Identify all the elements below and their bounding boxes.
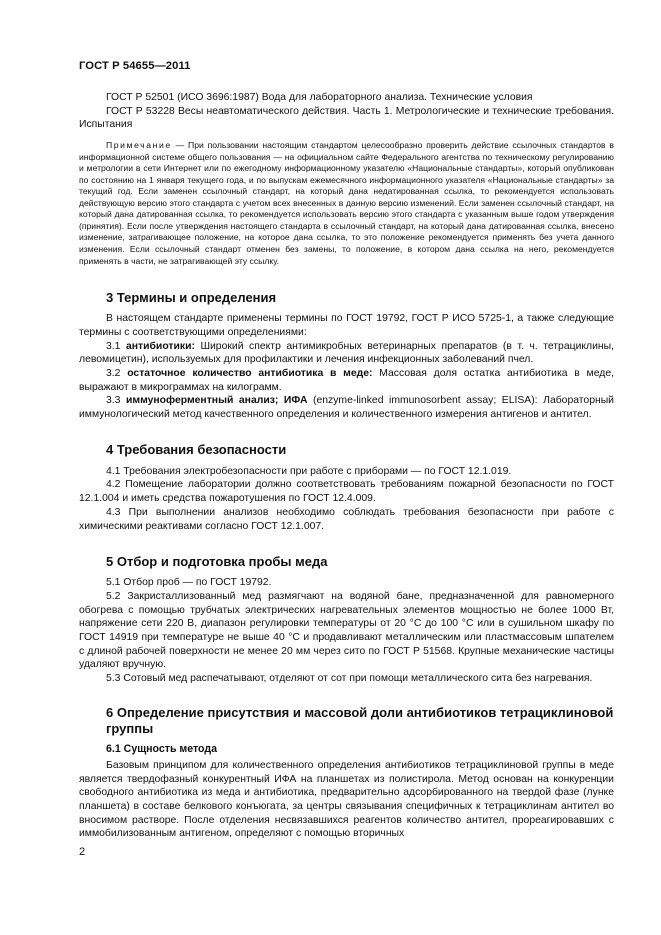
section-heading: 6 Определение присутствия и массовой доли антибиотиков тетрациклиновой группы bbox=[106, 704, 614, 736]
section-heading: 5 Отбор и подготовка пробы меда bbox=[106, 554, 328, 570]
term-definition bbox=[79, 367, 614, 394]
section-intro: В настоящем стандарте применены термины по ГОСТ 19792, ГОСТ Р ИСО 5725-1, а также следующие термины с соответствующими определениями: bbox=[79, 313, 614, 338]
term-definition bbox=[79, 340, 614, 367]
term-text: (enzyme-linked immunosorbent assay; ELISA): Лабораторный иммунологический метод качественного определения и количественного измерения антигенов и антител. bbox=[79, 395, 614, 421]
term-definition bbox=[79, 394, 614, 421]
note-text: — При пользовании настоящим стандартом целесообразно проверить действие ссылочных стандартов в информационной системе общего пользования — на официальном сайте Федерального агентства по техническому регулированию и метрологии в сети Интернет или по ежегодному информационному указателю «Национальные стандарты», который опубликован по состоянию на 1 января текущего года, и по выпускам ежемесячного информационного указателя «Национальные стандарты» за текущий год. Если заменен ссылочный стандарт, на который дана недатированная ссылка, то рекомендуется использовать действующую версию этого стандарта с учетом всех внесенных в данную версию изменений. Если заменен ссылочный стандарт, на который дана датированная ссылка, то рекомендуется использовать версию этого стандарта с указанным выше годом утверждения (принятия). Если после утверждения настоящего стандарта в ссылочный стандарт, на который дана датированная ссылка, внесено изменение, затрагивающее положение, на которое дана ссылка, то это положение рекомендуется применять без учета данного изменения. Если ссылочный стандарт отменен без замены, то положение, в котором дана ссылка на него, рекомендуется применять в части, не затрагивающей эту ссылку. bbox=[79, 140, 614, 266]
term-text: Массовая доля остатка антибиотика в меде, выражают в микрограммах на килограмм. bbox=[79, 367, 614, 393]
clause: 5.3 Сотовый мед распечатывают, отделяют от сот при помощи металлического сита без нагревания. bbox=[106, 673, 593, 685]
note-paragraph bbox=[79, 140, 614, 267]
clause: Базовым принципом для количественного определения антибиотиков тетрациклиновой группы в меде является твердофазный конкурентный ИФА на планшетах из полистирола. Метод основан на конкуренции свободного антибиотика из меда и антибиотика, предварительно адсорбированного на твердой фазе (лунке планшета) в составе белкового конъюгата, за центры связывания специфичных к тетрациклинам антител во вносимом растворе. После отделения несвязавшихся реагентов количество антител, прореагировавших с иммобилизованным антигеном, определяют с помощью вторичных bbox=[79, 759, 614, 840]
clause: 5.1 Отбор проб — по ГОСТ 19792. bbox=[106, 577, 272, 589]
term-number: 3.3 bbox=[106, 395, 126, 407]
clause: 5.2 Закристаллизованный мед размягчают на водяной бане, предназначенной для равномерного обогрева с помощью трубчатых электрических нагревательных элементов мощностью не более 1000 Вт, напряжение сети 220 В, диапазон регулировки температуры от 20 °С до 100 °С или в сушильном шкафу по ГОСТ 14919 при температуре не выше 40 °С и продавливают металлическим или пластмассовым шпателем с длиной рабочей поверхности не менее 20 мм через сито по ГОСТ Р 51568. Крупные механические частицы удаляют вручную. bbox=[79, 590, 614, 671]
page-number: 2 bbox=[79, 846, 86, 858]
note-label: Примечание bbox=[106, 140, 172, 151]
section-heading: 4 Требования безопасности bbox=[106, 441, 287, 457]
clause: 4.1 Требования электробезопасности при работе с приборами — по ГОСТ 12.1.019. bbox=[106, 465, 512, 477]
term-name: иммуноферментный анализ; ИФА bbox=[126, 395, 308, 407]
term-text: Широкий спектр антимикробных ветеринарных препаратов (в т. ч. тетрациклины, левомицетин), используемых для профилактики и лечения инфекционных заболеваний пчел. bbox=[79, 340, 614, 366]
term-number: 3.2 bbox=[106, 367, 128, 379]
clause: 4.3 При выполнении анализов необходимо соблюдать требования безопасности при работе с химическими реактивами согласно ГОСТ 12.1.007. bbox=[79, 506, 614, 532]
document-header: ГОСТ Р 54655—2011 bbox=[79, 60, 191, 72]
term-name: остаточное количество антибиотика в меде: bbox=[127, 367, 373, 379]
normative-reference: ГОСТ Р 52501 (ИСО 3696:1987) Вода для лабораторного анализа. Технические условия bbox=[106, 92, 533, 103]
clause: 4.2 Помещение лаборатории должно соответствовать требованиям пожарной безопасности по ГОСТ 12.1.004 и иметь средства пожаротушения по ГОСТ 12.4.009. bbox=[79, 479, 614, 505]
section-heading: 3 Термины и определения bbox=[106, 290, 277, 306]
term-name: антибиотики: bbox=[125, 340, 195, 352]
normative-reference: ГОСТ Р 53228 Весы неавтоматического действия. Часть 1. Метрологические и технические требования. Испытания bbox=[79, 105, 614, 131]
document-body bbox=[79, 91, 614, 841]
term-number: 3.1 bbox=[106, 340, 126, 352]
subsection-heading: 6.1 Сущность метода bbox=[106, 742, 218, 755]
